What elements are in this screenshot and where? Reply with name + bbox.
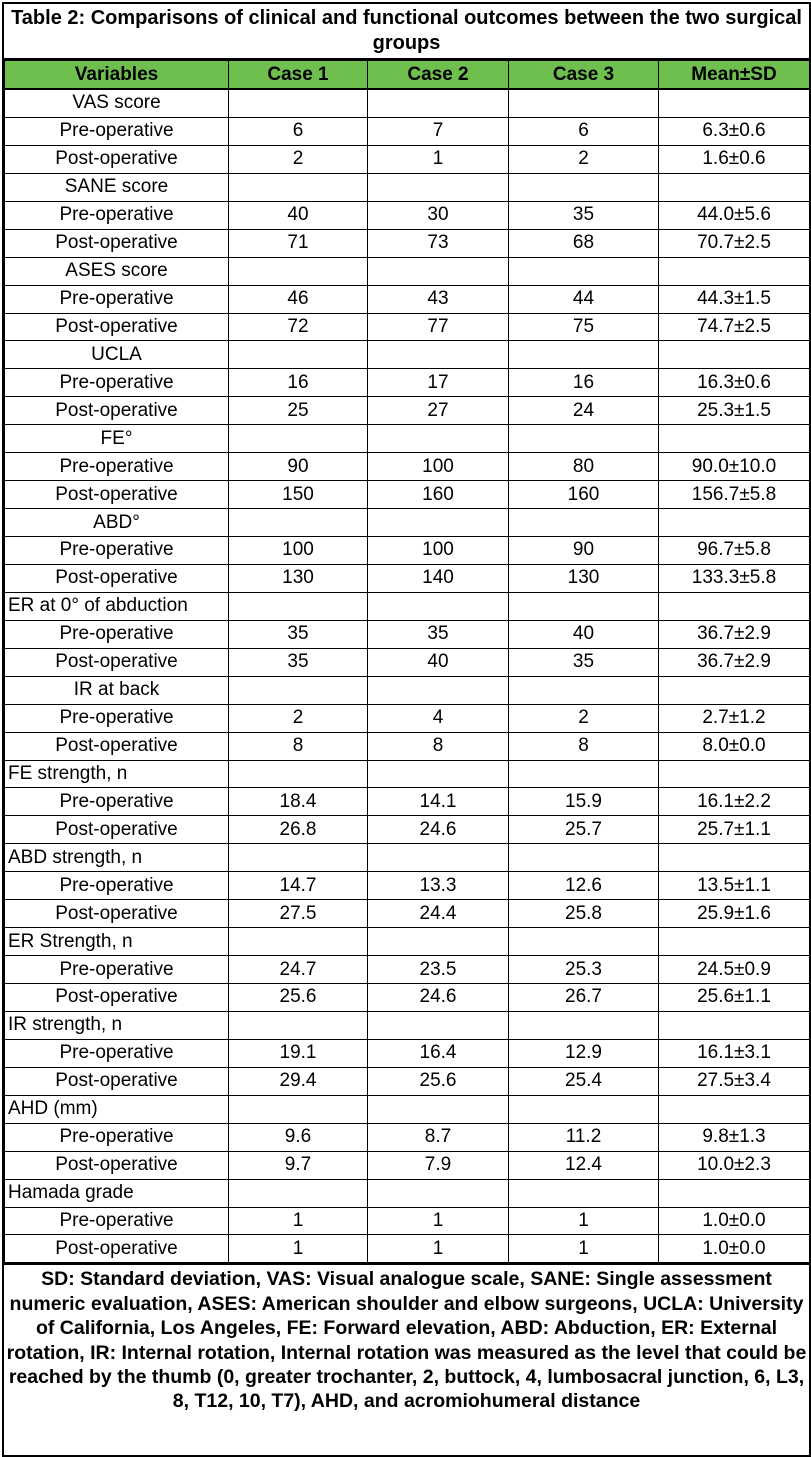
row-label: Post-operative: [5, 564, 229, 592]
case-1-cell: 35: [229, 648, 368, 676]
table-row: [5, 1067, 810, 1095]
group-row: [5, 760, 810, 788]
table-row: [5, 788, 810, 816]
table-row: [5, 984, 810, 1012]
group-row: [5, 425, 810, 453]
mean-sd-cell: 24.5±0.9: [659, 956, 810, 984]
row-label: Pre-operative: [5, 704, 229, 732]
mean-sd-cell: 25.7±1.1: [659, 816, 810, 844]
row-label: Pre-operative: [5, 285, 229, 313]
group-label: ASES score: [5, 257, 229, 285]
empty-cell: [659, 425, 810, 453]
mean-sd-cell: 25.9±1.6: [659, 900, 810, 928]
empty-cell: [368, 844, 509, 872]
case-2-cell: 100: [368, 537, 509, 565]
mean-sd-cell: 16.1±2.2: [659, 788, 810, 816]
group-label: ER at 0° of abduction: [5, 592, 229, 620]
table-title: Table 2: Comparisons of clinical and functional outcomes between the two surgical groups: [4, 4, 809, 60]
group-label: IR strength, n: [5, 1011, 229, 1039]
case-3-cell: 8: [509, 732, 659, 760]
header-case-3: Case 3: [509, 61, 659, 90]
empty-cell: [368, 1011, 509, 1039]
case-2-cell: 140: [368, 564, 509, 592]
empty-cell: [368, 173, 509, 201]
empty-cell: [509, 760, 659, 788]
empty-cell: [229, 341, 368, 369]
case-2-cell: 7: [368, 117, 509, 145]
row-label: Post-operative: [5, 313, 229, 341]
header-case-2: Case 2: [368, 61, 509, 90]
header-row: [5, 61, 810, 90]
case-3-cell: 25.8: [509, 900, 659, 928]
empty-cell: [659, 844, 810, 872]
empty-cell: [229, 1179, 368, 1207]
empty-cell: [229, 592, 368, 620]
empty-cell: [229, 425, 368, 453]
case-2-cell: 1: [368, 1235, 509, 1263]
case-3-cell: 12.6: [509, 872, 659, 900]
empty-cell: [659, 1095, 810, 1123]
case-3-cell: 12.4: [509, 1151, 659, 1179]
case-3-cell: 12.9: [509, 1039, 659, 1067]
empty-cell: [509, 844, 659, 872]
case-2-cell: 13.3: [368, 872, 509, 900]
table-row: [5, 1207, 810, 1235]
group-label: UCLA: [5, 341, 229, 369]
empty-cell: [509, 1179, 659, 1207]
table-row: [5, 369, 810, 397]
table-row: [5, 956, 810, 984]
row-label: Post-operative: [5, 229, 229, 257]
empty-cell: [509, 1011, 659, 1039]
case-1-cell: 16: [229, 369, 368, 397]
mean-sd-cell: 2.7±1.2: [659, 704, 810, 732]
empty-cell: [659, 592, 810, 620]
case-1-cell: 29.4: [229, 1067, 368, 1095]
empty-cell: [509, 89, 659, 117]
empty-cell: [659, 509, 810, 537]
empty-cell: [229, 1011, 368, 1039]
case-1-cell: 26.8: [229, 816, 368, 844]
group-label: FE°: [5, 425, 229, 453]
empty-cell: [659, 1011, 810, 1039]
group-row: [5, 1095, 810, 1123]
table-row: [5, 1039, 810, 1067]
case-3-cell: 2: [509, 704, 659, 732]
row-label: Post-operative: [5, 481, 229, 509]
empty-cell: [368, 1179, 509, 1207]
table-row: [5, 1123, 810, 1151]
empty-cell: [368, 1095, 509, 1123]
empty-cell: [229, 928, 368, 956]
case-2-cell: 43: [368, 285, 509, 313]
case-3-cell: 80: [509, 453, 659, 481]
empty-cell: [659, 676, 810, 704]
mean-sd-cell: 8.0±0.0: [659, 732, 810, 760]
row-label: Post-operative: [5, 984, 229, 1012]
case-3-cell: 6: [509, 117, 659, 145]
mean-sd-cell: 6.3±0.6: [659, 117, 810, 145]
empty-cell: [368, 676, 509, 704]
case-3-cell: 11.2: [509, 1123, 659, 1151]
case-2-cell: 25.6: [368, 1067, 509, 1095]
case-2-cell: 16.4: [368, 1039, 509, 1067]
mean-sd-cell: 25.6±1.1: [659, 984, 810, 1012]
table-row: [5, 453, 810, 481]
case-1-cell: 1: [229, 1207, 368, 1235]
mean-sd-cell: 74.7±2.5: [659, 313, 810, 341]
table-row: [5, 201, 810, 229]
table-row: [5, 537, 810, 565]
case-1-cell: 100: [229, 537, 368, 565]
case-1-cell: 35: [229, 620, 368, 648]
case-3-cell: 1: [509, 1235, 659, 1263]
case-2-cell: 30: [368, 201, 509, 229]
mean-sd-cell: 25.3±1.5: [659, 397, 810, 425]
group-row: [5, 928, 810, 956]
case-2-cell: 27: [368, 397, 509, 425]
case-3-cell: 35: [509, 201, 659, 229]
empty-cell: [229, 173, 368, 201]
empty-cell: [659, 341, 810, 369]
empty-cell: [659, 1179, 810, 1207]
row-label: Post-operative: [5, 900, 229, 928]
row-label: Post-operative: [5, 648, 229, 676]
case-1-cell: 14.7: [229, 872, 368, 900]
table-row: [5, 481, 810, 509]
case-3-cell: 90: [509, 537, 659, 565]
table-row: [5, 285, 810, 313]
case-3-cell: 25.7: [509, 816, 659, 844]
case-1-cell: 1: [229, 1235, 368, 1263]
table-row: [5, 1151, 810, 1179]
group-label: IR at back: [5, 676, 229, 704]
table-row: [5, 620, 810, 648]
row-label: Pre-operative: [5, 1039, 229, 1067]
case-3-cell: 25.3: [509, 956, 659, 984]
empty-cell: [368, 257, 509, 285]
row-label: Pre-operative: [5, 369, 229, 397]
case-1-cell: 150: [229, 481, 368, 509]
empty-cell: [659, 89, 810, 117]
table-row: [5, 397, 810, 425]
row-label: Post-operative: [5, 1235, 229, 1263]
mean-sd-cell: 1.0±0.0: [659, 1235, 810, 1263]
case-3-cell: 130: [509, 564, 659, 592]
empty-cell: [659, 173, 810, 201]
mean-sd-cell: 10.0±2.3: [659, 1151, 810, 1179]
group-label: ABD°: [5, 509, 229, 537]
mean-sd-cell: 36.7±2.9: [659, 620, 810, 648]
empty-cell: [368, 425, 509, 453]
group-label: AHD (mm): [5, 1095, 229, 1123]
group-label: FE strength, n: [5, 760, 229, 788]
row-label: Pre-operative: [5, 1207, 229, 1235]
group-row: [5, 509, 810, 537]
table-row: [5, 145, 810, 173]
mean-sd-cell: 27.5±3.4: [659, 1067, 810, 1095]
case-1-cell: 9.6: [229, 1123, 368, 1151]
case-1-cell: 6: [229, 117, 368, 145]
row-label: Post-operative: [5, 1067, 229, 1095]
case-1-cell: 72: [229, 313, 368, 341]
case-3-cell: 75: [509, 313, 659, 341]
mean-sd-cell: 96.7±5.8: [659, 537, 810, 565]
row-label: Pre-operative: [5, 453, 229, 481]
case-1-cell: 8: [229, 732, 368, 760]
group-label: ER Strength, n: [5, 928, 229, 956]
case-2-cell: 7.9: [368, 1151, 509, 1179]
row-label: Pre-operative: [5, 117, 229, 145]
table-body: [5, 89, 810, 1263]
empty-cell: [368, 341, 509, 369]
case-1-cell: 19.1: [229, 1039, 368, 1067]
mean-sd-cell: 1.0±0.0: [659, 1207, 810, 1235]
empty-cell: [368, 592, 509, 620]
group-row: [5, 844, 810, 872]
empty-cell: [509, 1095, 659, 1123]
table-row: [5, 117, 810, 145]
row-label: Pre-operative: [5, 201, 229, 229]
mean-sd-cell: 36.7±2.9: [659, 648, 810, 676]
row-label: Pre-operative: [5, 872, 229, 900]
group-label: SANE score: [5, 173, 229, 201]
case-2-cell: 73: [368, 229, 509, 257]
group-row: [5, 1179, 810, 1207]
case-3-cell: 1: [509, 1207, 659, 1235]
table-row: [5, 816, 810, 844]
case-1-cell: 25.6: [229, 984, 368, 1012]
case-3-cell: 160: [509, 481, 659, 509]
mean-sd-cell: 90.0±10.0: [659, 453, 810, 481]
table-row: [5, 564, 810, 592]
group-row: [5, 1011, 810, 1039]
case-1-cell: 46: [229, 285, 368, 313]
empty-cell: [368, 928, 509, 956]
case-2-cell: 14.1: [368, 788, 509, 816]
mean-sd-cell: 44.3±1.5: [659, 285, 810, 313]
empty-cell: [229, 760, 368, 788]
case-2-cell: 17: [368, 369, 509, 397]
outcomes-table: [4, 60, 810, 1263]
group-label: Hamada grade: [5, 1179, 229, 1207]
table-row: [5, 229, 810, 257]
empty-cell: [229, 844, 368, 872]
empty-cell: [509, 592, 659, 620]
case-3-cell: 25.4: [509, 1067, 659, 1095]
group-label: VAS score: [5, 89, 229, 117]
row-label: Post-operative: [5, 397, 229, 425]
empty-cell: [509, 928, 659, 956]
mean-sd-cell: 70.7±2.5: [659, 229, 810, 257]
group-row: [5, 89, 810, 117]
group-label: ABD strength, n: [5, 844, 229, 872]
mean-sd-cell: 1.6±0.6: [659, 145, 810, 173]
case-3-cell: 40: [509, 620, 659, 648]
row-label: Pre-operative: [5, 788, 229, 816]
row-label: Post-operative: [5, 732, 229, 760]
case-2-cell: 24.6: [368, 816, 509, 844]
case-1-cell: 40: [229, 201, 368, 229]
mean-sd-cell: 156.7±5.8: [659, 481, 810, 509]
case-1-cell: 2: [229, 145, 368, 173]
empty-cell: [509, 173, 659, 201]
empty-cell: [659, 257, 810, 285]
mean-sd-cell: 16.1±3.1: [659, 1039, 810, 1067]
row-label: Post-operative: [5, 816, 229, 844]
case-1-cell: 71: [229, 229, 368, 257]
mean-sd-cell: 9.8±1.3: [659, 1123, 810, 1151]
table-row: [5, 313, 810, 341]
case-3-cell: 26.7: [509, 984, 659, 1012]
group-row: [5, 676, 810, 704]
case-2-cell: 160: [368, 481, 509, 509]
group-row: [5, 341, 810, 369]
case-1-cell: 9.7: [229, 1151, 368, 1179]
empty-cell: [229, 257, 368, 285]
empty-cell: [509, 341, 659, 369]
case-3-cell: 2: [509, 145, 659, 173]
empty-cell: [368, 509, 509, 537]
row-label: Post-operative: [5, 145, 229, 173]
table-row: [5, 732, 810, 760]
empty-cell: [659, 928, 810, 956]
group-row: [5, 257, 810, 285]
case-3-cell: 68: [509, 229, 659, 257]
case-2-cell: 40: [368, 648, 509, 676]
case-2-cell: 1: [368, 1207, 509, 1235]
empty-cell: [659, 760, 810, 788]
mean-sd-cell: 44.0±5.6: [659, 201, 810, 229]
row-label: Pre-operative: [5, 1123, 229, 1151]
table-row: [5, 704, 810, 732]
table-row: [5, 872, 810, 900]
case-2-cell: 23.5: [368, 956, 509, 984]
case-3-cell: 16: [509, 369, 659, 397]
empty-cell: [509, 257, 659, 285]
empty-cell: [509, 676, 659, 704]
empty-cell: [229, 89, 368, 117]
empty-cell: [229, 1095, 368, 1123]
case-1-cell: 27.5: [229, 900, 368, 928]
row-label: Post-operative: [5, 1151, 229, 1179]
case-2-cell: 24.4: [368, 900, 509, 928]
case-1-cell: 130: [229, 564, 368, 592]
case-1-cell: 18.4: [229, 788, 368, 816]
case-1-cell: 25: [229, 397, 368, 425]
case-2-cell: 24.6: [368, 984, 509, 1012]
header-variables: Variables: [5, 61, 229, 90]
case-2-cell: 77: [368, 313, 509, 341]
case-2-cell: 1: [368, 145, 509, 173]
header-mean-sd: Mean±SD: [659, 61, 810, 90]
case-2-cell: 4: [368, 704, 509, 732]
case-2-cell: 8: [368, 732, 509, 760]
case-3-cell: 44: [509, 285, 659, 313]
case-2-cell: 8.7: [368, 1123, 509, 1151]
mean-sd-cell: 16.3±0.6: [659, 369, 810, 397]
case-3-cell: 24: [509, 397, 659, 425]
empty-cell: [368, 89, 509, 117]
case-2-cell: 100: [368, 453, 509, 481]
row-label: Pre-operative: [5, 537, 229, 565]
header-case-1: Case 1: [229, 61, 368, 90]
case-3-cell: 15.9: [509, 788, 659, 816]
case-1-cell: 2: [229, 704, 368, 732]
case-1-cell: 90: [229, 453, 368, 481]
empty-cell: [368, 760, 509, 788]
row-label: Pre-operative: [5, 956, 229, 984]
table-row: [5, 648, 810, 676]
case-1-cell: 24.7: [229, 956, 368, 984]
empty-cell: [509, 425, 659, 453]
row-label: Pre-operative: [5, 620, 229, 648]
table-row: [5, 900, 810, 928]
case-2-cell: 35: [368, 620, 509, 648]
empty-cell: [229, 509, 368, 537]
group-row: [5, 173, 810, 201]
mean-sd-cell: 13.5±1.1: [659, 872, 810, 900]
group-row: [5, 592, 810, 620]
empty-cell: [229, 676, 368, 704]
table-footnote: SD: Standard deviation, VAS: Visual analogue scale, SANE: Single assessment numeric evaluation, ASES: American shoulder and elbow surgeons, UCLA: University of California, Los Angeles, FE: Forward elevation, ABD: Abduction, ER: External rotation, IR: Internal rotation, Internal rotation was measured as the level that could be reached by the thumb (0, greater trochanter, 2, buttock, 4, lumbosacral junction, 6, L3, 8, T12, 10, T7), AHD, and acromiohumeral distance: [4, 1263, 809, 1413]
case-3-cell: 35: [509, 648, 659, 676]
empty-cell: [509, 509, 659, 537]
table-frame: [2, 2, 811, 1457]
mean-sd-cell: 133.3±5.8: [659, 564, 810, 592]
table-row: [5, 1235, 810, 1263]
